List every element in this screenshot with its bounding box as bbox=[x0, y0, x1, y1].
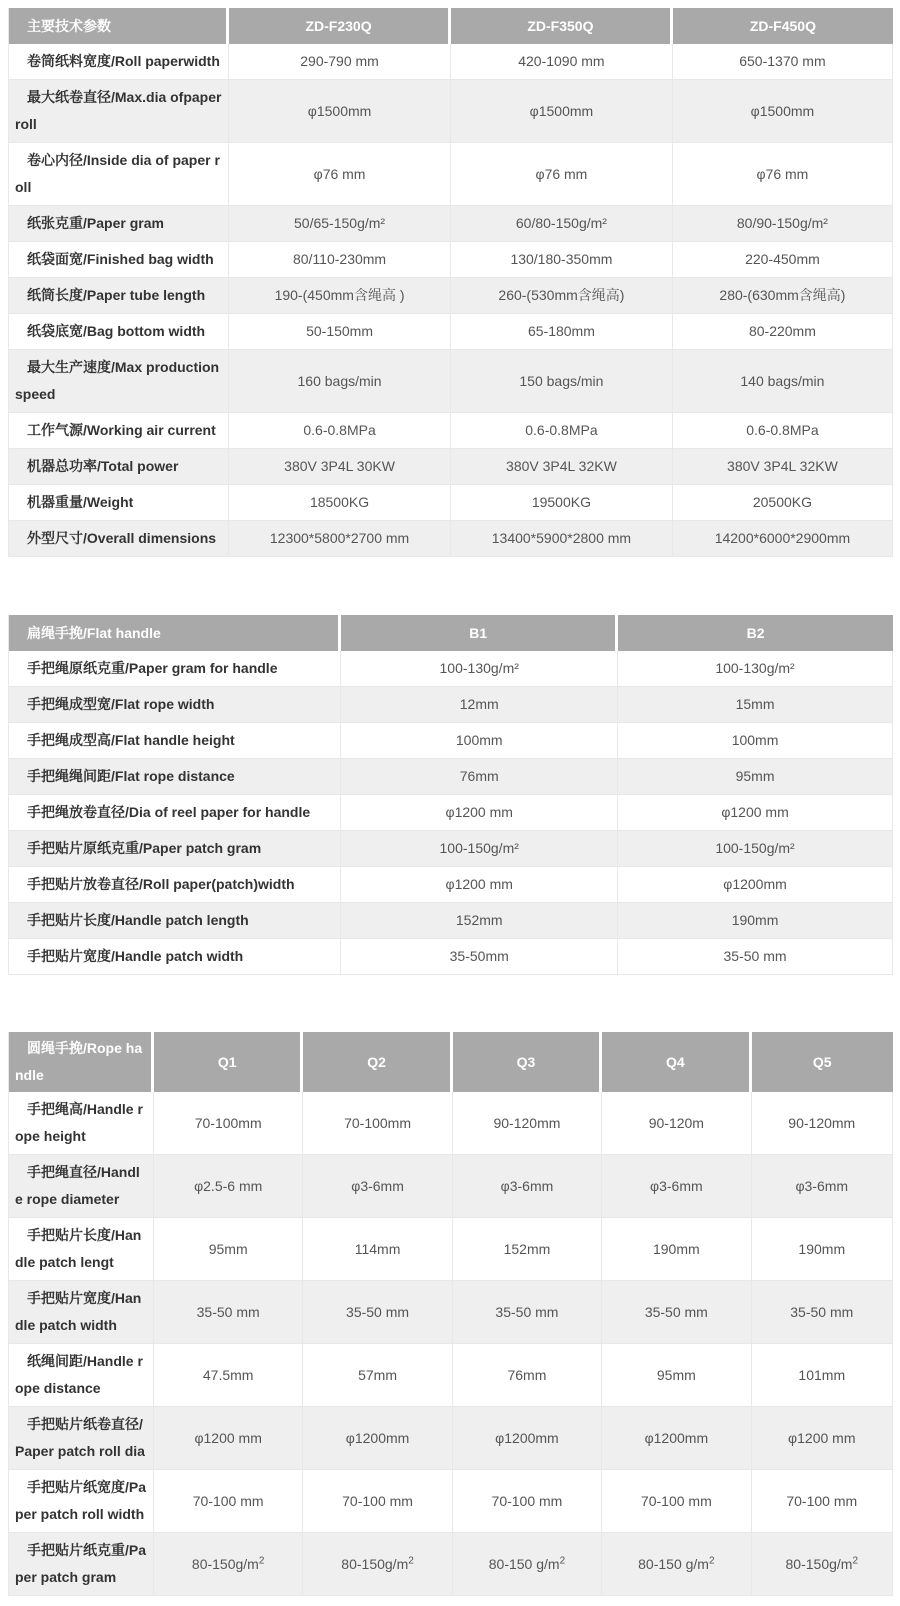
table-row bbox=[9, 831, 893, 867]
cell-value: 57mm bbox=[303, 1344, 452, 1407]
header-row bbox=[9, 8, 893, 44]
cell-value: 290-790 mm bbox=[229, 44, 451, 80]
column-header: ZD-F350Q bbox=[451, 8, 673, 44]
row-label: 纸张克重/Paper gram bbox=[9, 206, 229, 242]
row-label: 纸袋底宽/Bag bottom width bbox=[9, 314, 229, 350]
cell-value: φ3-6mm bbox=[303, 1155, 452, 1218]
cell-value: φ1200 mm bbox=[154, 1407, 303, 1470]
table-row bbox=[9, 1470, 893, 1533]
row-label: 纸筒长度/Paper tube length bbox=[9, 278, 229, 314]
cell-value: 100-130g/m² bbox=[618, 651, 893, 687]
table-row bbox=[9, 759, 893, 795]
column-header: Q3 bbox=[453, 1032, 602, 1092]
cell-value: 100-150g/m² bbox=[341, 831, 618, 867]
cell-value: 12mm bbox=[341, 687, 618, 723]
table-row bbox=[9, 1218, 893, 1281]
cell-value: φ1200 mm bbox=[341, 867, 618, 903]
cell-value: φ3-6mm bbox=[453, 1155, 602, 1218]
cell-value: 14200*6000*2900mm bbox=[673, 521, 893, 557]
table-row bbox=[9, 723, 893, 759]
superscript: 2 bbox=[408, 1554, 414, 1566]
cell-value: 35-50 mm bbox=[303, 1281, 452, 1344]
cell-value: 95mm bbox=[602, 1344, 751, 1407]
cell-value: φ1200mm bbox=[618, 867, 893, 903]
cell-value: 50-150mm bbox=[229, 314, 451, 350]
cell-value: 190-(450mm含绳高 ) bbox=[229, 278, 451, 314]
cell-value: 19500KG bbox=[451, 485, 673, 521]
header-row bbox=[9, 615, 893, 651]
table-row bbox=[9, 350, 893, 413]
cell-value: φ1200mm bbox=[602, 1407, 751, 1470]
cell-value: φ1500mm bbox=[229, 80, 451, 143]
cell-value: 13400*5900*2800 mm bbox=[451, 521, 673, 557]
cell-value: $80-150g/m^2$ bbox=[752, 1533, 893, 1596]
column-header: Q4 bbox=[602, 1032, 751, 1092]
row-label: 手把贴片宽度/Handle patch width bbox=[9, 939, 341, 975]
cell-value: 0.6-0.8MPa bbox=[229, 413, 451, 449]
table-row bbox=[9, 903, 893, 939]
cell-value: 380V 3P4L 32KW bbox=[673, 449, 893, 485]
cell-value: 380V 3P4L 32KW bbox=[451, 449, 673, 485]
cell-value: φ76 mm bbox=[229, 143, 451, 206]
cell-value: 150 bags/min bbox=[451, 350, 673, 413]
row-label: 手把贴片原纸克重/Paper patch gram bbox=[9, 831, 341, 867]
row-label: 手把绳绳间距/Flat rope distance bbox=[9, 759, 341, 795]
row-label: 最大纸卷直径/Max.dia ofpaper roll bbox=[9, 80, 229, 143]
cell-value: 70-100 mm bbox=[602, 1470, 751, 1533]
table-row bbox=[9, 1281, 893, 1344]
superscript: 2 bbox=[708, 1554, 715, 1566]
cell-value: 80-150 $g/m^2$ bbox=[602, 1533, 751, 1596]
row-label: 手把绳成型高/Flat handle height bbox=[9, 723, 341, 759]
cell-value: 100mm bbox=[618, 723, 893, 759]
table-title: 扁绳手挽/Flat handle bbox=[9, 615, 341, 651]
spec-table-main-specs bbox=[8, 8, 893, 557]
column-header: ZD-F450Q bbox=[673, 8, 893, 44]
column-header: Q2 bbox=[303, 1032, 452, 1092]
cell-value: φ1200mm bbox=[303, 1407, 452, 1470]
cell-value: 65-180mm bbox=[451, 314, 673, 350]
table-row bbox=[9, 1407, 893, 1470]
cell-value: 90-120m bbox=[602, 1092, 751, 1155]
cell-value: φ1200mm bbox=[453, 1407, 602, 1470]
superscript: 2 bbox=[852, 1554, 859, 1566]
column-header: B2 bbox=[618, 615, 893, 651]
cell-value: 152mm bbox=[341, 903, 618, 939]
row-label: 手把绳成型宽/Flat rope width bbox=[9, 687, 341, 723]
cell-value: 90-120mm bbox=[752, 1092, 893, 1155]
rope-handle-table-slot bbox=[8, 1032, 893, 1596]
cell-value: 80/110-230mm bbox=[229, 242, 451, 278]
cell-value: 70-100 mm bbox=[154, 1470, 303, 1533]
cell-value: $80-150g/m^2$ bbox=[154, 1533, 303, 1596]
cell-value: 95mm bbox=[154, 1218, 303, 1281]
main-specs-table-slot bbox=[8, 8, 893, 557]
row-label: 卷筒纸料宽度/Roll paperwidth bbox=[9, 44, 229, 80]
row-label: 手把贴片纸宽度/Paper patch roll width bbox=[9, 1470, 154, 1533]
cell-value: 140 bags/min bbox=[673, 350, 893, 413]
cell-value: φ3-6mm bbox=[602, 1155, 751, 1218]
column-header: Q1 bbox=[154, 1032, 303, 1092]
cell-value: 70-100 mm bbox=[453, 1470, 602, 1533]
row-label: 手把绳放卷直径/Dia of reel paper for handle bbox=[9, 795, 341, 831]
cell-value: 160 bags/min bbox=[229, 350, 451, 413]
table-row bbox=[9, 521, 893, 557]
cell-value: 80-220mm bbox=[673, 314, 893, 350]
cell-value: 100-130g/m² bbox=[341, 651, 618, 687]
row-label: 手把贴片纸克重/Paper patch gram bbox=[9, 1533, 154, 1596]
row-label: 手把贴片宽度/Handle patch width bbox=[9, 1281, 154, 1344]
cell-value: 0.6-0.8MPa bbox=[451, 413, 673, 449]
table-row bbox=[9, 795, 893, 831]
cell-value: 101mm bbox=[752, 1344, 893, 1407]
cell-value: 12300*5800*2700 mm bbox=[229, 521, 451, 557]
table-row bbox=[9, 278, 893, 314]
row-label: 手把绳原纸克重/Paper gram for handle bbox=[9, 651, 341, 687]
spec-table-rope-handle bbox=[8, 1032, 893, 1596]
cell-value: 190mm bbox=[618, 903, 893, 939]
row-label: 手把贴片长度/Handle patch length bbox=[9, 903, 341, 939]
row-label: 纸绳间距/Handle rope distance bbox=[9, 1344, 154, 1407]
cell-value: 0.6-0.8MPa bbox=[673, 413, 893, 449]
cell-value: 130/180-350mm bbox=[451, 242, 673, 278]
table-row bbox=[9, 1533, 893, 1596]
row-label: 卷心内径/Inside dia of paper roll bbox=[9, 143, 229, 206]
cell-value: 100mm bbox=[341, 723, 618, 759]
row-label: 纸袋面宽/Finished bag width bbox=[9, 242, 229, 278]
cell-value: 60/80-150g/m² bbox=[451, 206, 673, 242]
table-row bbox=[9, 314, 893, 350]
row-label: 机器重量/Weight bbox=[9, 485, 229, 521]
cell-value: 220-450mm bbox=[673, 242, 893, 278]
table-row bbox=[9, 44, 893, 80]
cell-value: φ3-6mm bbox=[752, 1155, 893, 1218]
cell-value: 650-1370 mm bbox=[673, 44, 893, 80]
table-row bbox=[9, 80, 893, 143]
superscript: 2 bbox=[559, 1554, 566, 1566]
cell-value: 80/90-150g/m² bbox=[673, 206, 893, 242]
table-row bbox=[9, 1092, 893, 1155]
row-label: 手把贴片长度/Handle patch lengt bbox=[9, 1218, 154, 1281]
cell-value: 35-50 mm bbox=[453, 1281, 602, 1344]
table-row bbox=[9, 1344, 893, 1407]
table-row bbox=[9, 449, 893, 485]
table-title: 圆绳手挽/Rope handle bbox=[9, 1032, 154, 1092]
cell-value: 76mm bbox=[341, 759, 618, 795]
cell-value: 70-100mm bbox=[303, 1092, 452, 1155]
header-row bbox=[9, 1032, 893, 1092]
table-row bbox=[9, 867, 893, 903]
cell-value: 190mm bbox=[602, 1218, 751, 1281]
table-row bbox=[9, 485, 893, 521]
cell-value: 76mm bbox=[453, 1344, 602, 1407]
cell-value: φ1200 mm bbox=[341, 795, 618, 831]
row-label: 手把绳高/Handle rope height bbox=[9, 1092, 154, 1155]
table-row bbox=[9, 687, 893, 723]
table-row bbox=[9, 413, 893, 449]
row-label: 手把贴片放卷直径/Roll paper(patch)width bbox=[9, 867, 341, 903]
cell-value: 114mm bbox=[303, 1218, 452, 1281]
cell-value: 35-50 mm bbox=[154, 1281, 303, 1344]
cell-value: φ2.5-6 mm bbox=[154, 1155, 303, 1218]
cell-value: 90-120mm bbox=[453, 1092, 602, 1155]
cell-value: φ76 mm bbox=[673, 143, 893, 206]
cell-value: 152mm bbox=[453, 1218, 602, 1281]
cell-value: 70-100 mm bbox=[752, 1470, 893, 1533]
table-row bbox=[9, 651, 893, 687]
cell-value: 35-50 mm bbox=[602, 1281, 751, 1344]
cell-value: 190mm bbox=[752, 1218, 893, 1281]
spec-table-flat-handle bbox=[8, 615, 893, 975]
cell-value: 35-50 mm bbox=[618, 939, 893, 975]
cell-value: 18500KG bbox=[229, 485, 451, 521]
column-header: B1 bbox=[341, 615, 618, 651]
column-header: Q5 bbox=[752, 1032, 893, 1092]
flat-handle-table-slot bbox=[8, 615, 893, 975]
cell-value: φ1200 mm bbox=[618, 795, 893, 831]
column-header: ZD-F230Q bbox=[229, 8, 451, 44]
table-row bbox=[9, 143, 893, 206]
row-label: 手把贴片纸卷直径/Paper patch roll dia bbox=[9, 1407, 154, 1470]
cell-value: φ1500mm bbox=[673, 80, 893, 143]
cell-value: 35-50mm bbox=[341, 939, 618, 975]
table-row bbox=[9, 939, 893, 975]
cell-value: $80-150g/m^2$ bbox=[303, 1533, 452, 1596]
cell-value: 47.5mm bbox=[154, 1344, 303, 1407]
row-label: 手把绳直径/Handle rope diameter bbox=[9, 1155, 154, 1218]
cell-value: 260-(530mm含绳高) bbox=[451, 278, 673, 314]
cell-value: 50/65-150g/m² bbox=[229, 206, 451, 242]
cell-value: 80-150 $g/m^2$ bbox=[453, 1533, 602, 1596]
cell-value: φ76 mm bbox=[451, 143, 673, 206]
row-label: 机器总功率/Total power bbox=[9, 449, 229, 485]
row-label: 外型尺寸/Overall dimensions bbox=[9, 521, 229, 557]
cell-value: 280-(630mm含绳高) bbox=[673, 278, 893, 314]
table-title: 主要技术参数 bbox=[9, 8, 229, 44]
table-row bbox=[9, 206, 893, 242]
table-row bbox=[9, 242, 893, 278]
cell-value: 420-1090 mm bbox=[451, 44, 673, 80]
cell-value: 380V 3P4L 30KW bbox=[229, 449, 451, 485]
cell-value: 15mm bbox=[618, 687, 893, 723]
cell-value: φ1500mm bbox=[451, 80, 673, 143]
cell-value: 100-150g/m² bbox=[618, 831, 893, 867]
cell-value: 70-100 mm bbox=[303, 1470, 452, 1533]
table-row bbox=[9, 1155, 893, 1218]
row-label: 工作气源/Working air current bbox=[9, 413, 229, 449]
cell-value: φ1200 mm bbox=[752, 1407, 893, 1470]
superscript: 2 bbox=[258, 1554, 265, 1566]
cell-value: 20500KG bbox=[673, 485, 893, 521]
cell-value: 95mm bbox=[618, 759, 893, 795]
row-label: 最大生产速度/Max production speed bbox=[9, 350, 229, 413]
cell-value: 70-100mm bbox=[154, 1092, 303, 1155]
cell-value: 35-50 mm bbox=[752, 1281, 893, 1344]
